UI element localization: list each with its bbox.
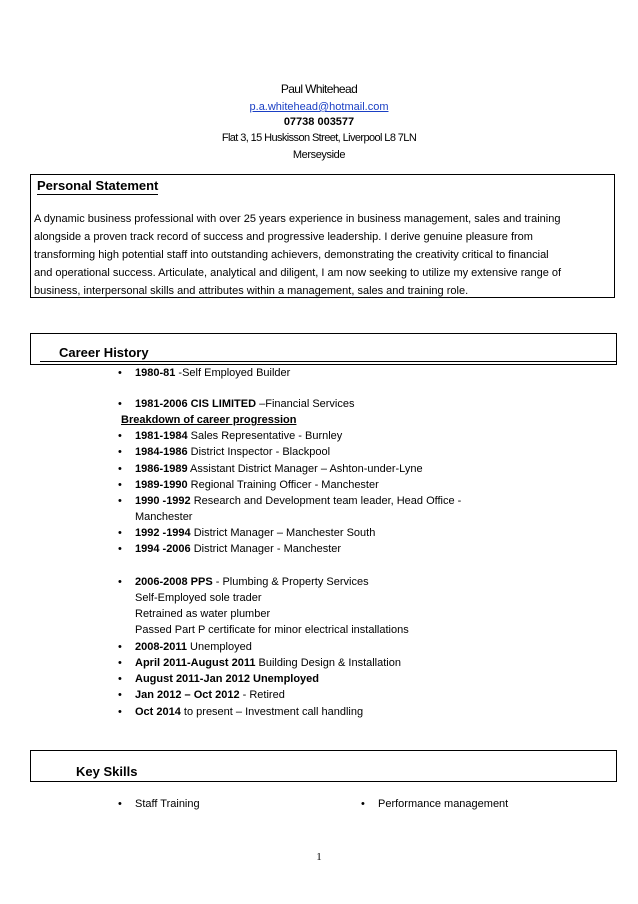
- skill-item: Performance management: [378, 798, 509, 810]
- statement-line: and operational success. Articulate, analytical and diligent, I am now seeking to utilize my extensive range of: [34, 267, 562, 279]
- career-entry: 1980-81 -Self Employed Builder: [135, 367, 291, 379]
- bullet-icon: [118, 672, 122, 686]
- breakdown-heading: Breakdown of career progression: [121, 414, 297, 426]
- career-entry: 1981-1984 Sales Representative - Burnley: [135, 430, 343, 442]
- career-detail: Passed Part P certificate for minor electrical installations: [135, 624, 409, 636]
- statement-line: A dynamic business professional with over 25 years experience in business management, sales and training: [34, 213, 561, 225]
- career-entry: Jan 2012 – Oct 2012 - Retired: [135, 689, 285, 701]
- key-skills-heading: Key Skills: [76, 764, 138, 779]
- bullet-icon: [118, 575, 122, 589]
- bullet-icon: [118, 797, 122, 811]
- career-detail: Retrained as water plumber: [135, 608, 271, 620]
- career-entry: 1990 -1992 Research and Development team leader, Head Office -: [135, 495, 462, 507]
- address: Flat 3, 15 Huskisson Street, Liverpool L8 7LN: [221, 132, 417, 144]
- email-link[interactable]: p.a.whitehead@hotmail.com: [249, 101, 389, 113]
- career-entry: 1992 -1994 District Manager – Manchester South: [135, 527, 376, 539]
- career-entry: 2006-2008 PPS - Plumbing & Property Services: [135, 576, 369, 588]
- career-entry: August 2011-Jan 2012 Unemployed: [135, 673, 320, 685]
- bullet-icon: [118, 429, 122, 443]
- bullet-icon: [118, 366, 122, 380]
- county: Merseyside: [292, 149, 346, 161]
- career-entry: April 2011-August 2011 Building Design & Installation: [135, 657, 401, 669]
- key-skills-section-header: [30, 750, 617, 782]
- bullet-icon: [118, 445, 122, 459]
- career-entry: 1981-2006 CIS LIMITED –Financial Services: [135, 398, 355, 410]
- career-entry: 1989-1990 Regional Training Officer - Manchester: [135, 479, 379, 491]
- career-entry: Oct 2014 to present – Investment call handling: [135, 706, 364, 718]
- phone-number: 07738 003577: [283, 116, 355, 128]
- personal-statement-text: [34, 210, 612, 300]
- divider: [40, 361, 617, 362]
- career-entry: 1994 -2006 District Manager - Manchester: [135, 543, 342, 555]
- candidate-name: Paul Whitehead: [280, 82, 358, 96]
- career-history-heading: Career History: [59, 345, 149, 360]
- statement-line: business, interpersonal skills and attributes within a management, sales and training role.: [34, 285, 469, 297]
- bullet-icon: [118, 688, 122, 702]
- bullet-icon: [118, 478, 122, 492]
- bullet-icon: [118, 705, 122, 719]
- skill-item: Staff Training: [135, 798, 200, 810]
- bullet-icon: [361, 797, 365, 811]
- career-entry: 1984-1986 District Inspector - Blackpool: [135, 446, 331, 458]
- bullet-icon: [118, 542, 122, 556]
- career-detail: Self-Employed sole trader: [135, 592, 262, 604]
- bullet-icon: [118, 494, 122, 508]
- statement-line: transforming high potential staff into outstanding achievers, demonstrating the creativity critical to financial: [34, 249, 549, 261]
- statement-line: alongside a proven track record of success and progressive leadership. I derive genuine pleasure from: [34, 231, 533, 243]
- bullet-icon: [118, 656, 122, 670]
- bullet-icon: [118, 640, 122, 654]
- page-number: 1: [316, 851, 322, 863]
- bullet-icon: [118, 526, 122, 540]
- career-entry-continuation: Manchester: [135, 511, 193, 523]
- career-entry: 2008-2011 Unemployed: [135, 641, 252, 653]
- career-entry: 1986-1989 Assistant District Manager – Ashton-under-Lyne: [135, 463, 423, 475]
- bullet-icon: [118, 397, 122, 411]
- personal-statement-section: [30, 174, 615, 298]
- bullet-icon: [118, 462, 122, 476]
- personal-statement-heading: Personal Statement: [37, 178, 159, 193]
